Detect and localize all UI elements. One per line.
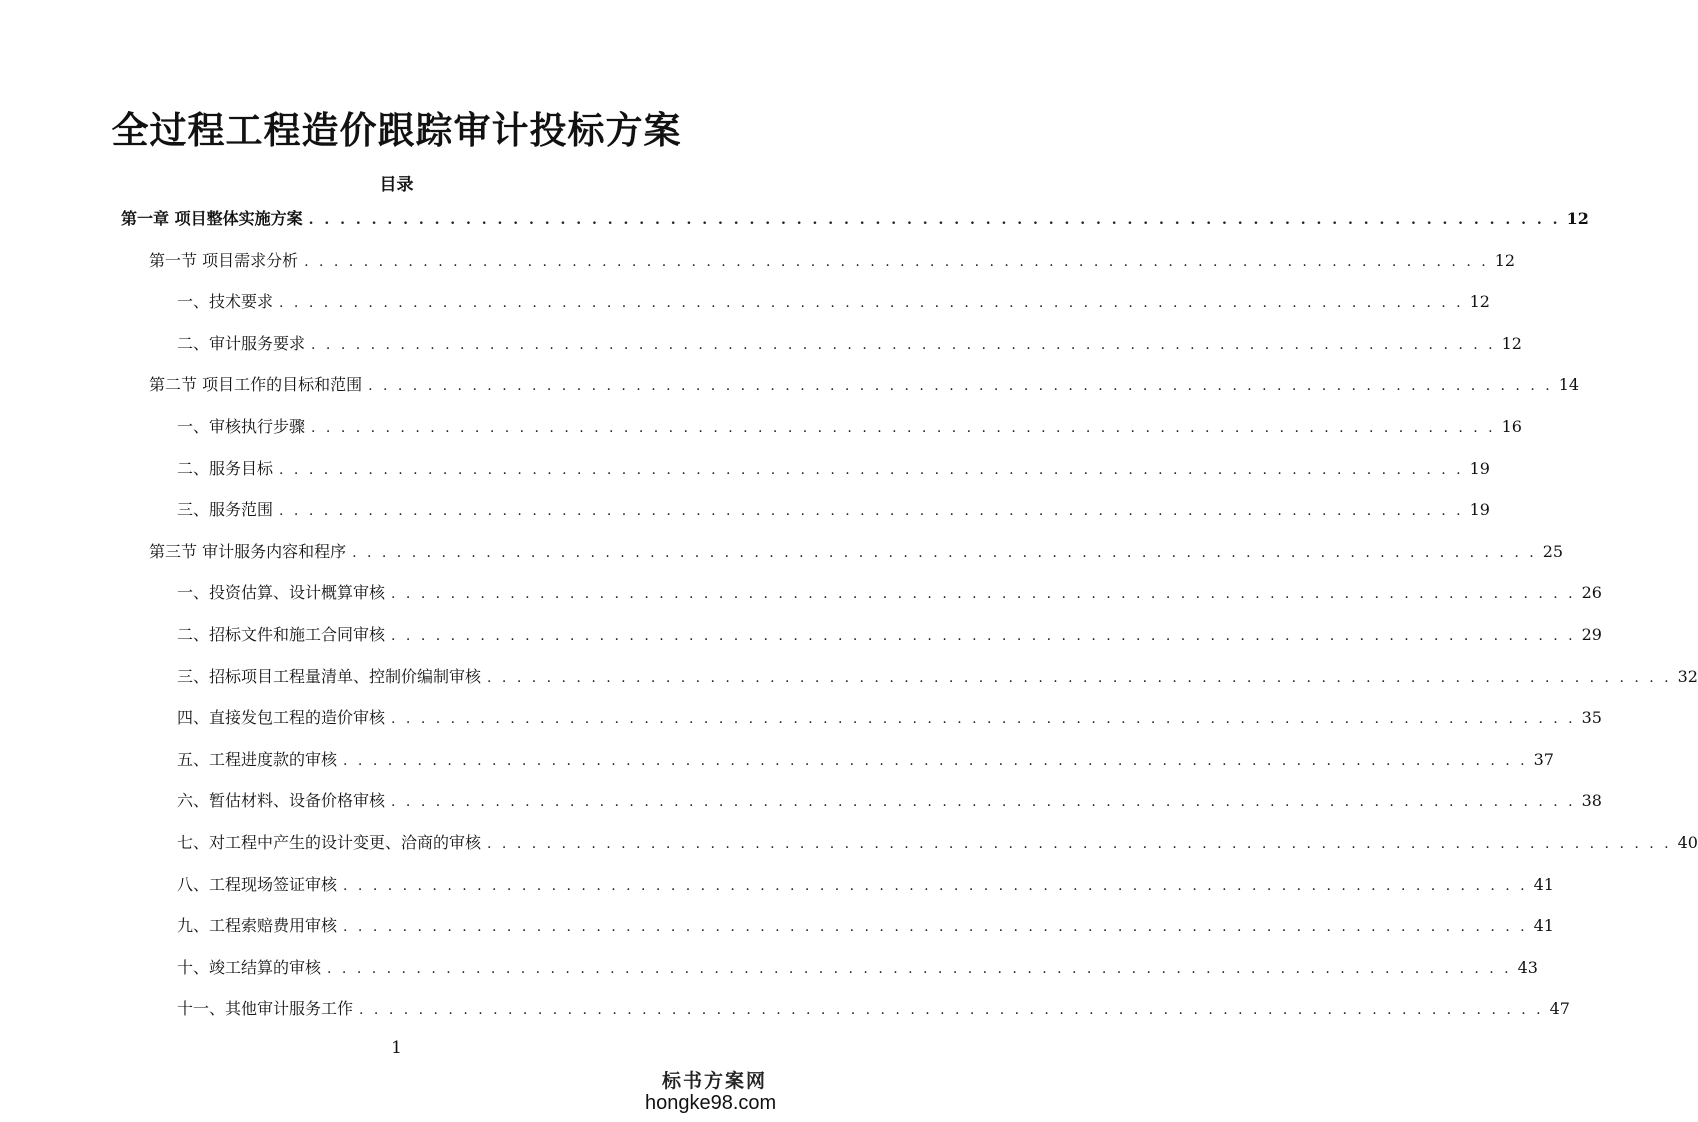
toc-leader-dots: . . . . . . . . . . . . . . . . . . . . . . . . . . . . . . . . . . . . . . . . . . . . . . . . . . . . . . . . . . . . . . . . . . . . . . . . . . . . . . . . (359, 1002, 1544, 1018)
document-title: 全过程工程造价跟踪审计投标方案 (111, 108, 682, 152)
toc-entry-page: 16 (1501, 417, 1522, 436)
toc-leader-dots: . . . . . . . . . . . . . . . . . . . . . . . . . . . . . . . . . . . . . . . . . . . . . . . . . . . . . . . . . . . . . . . . . . . . . . . . . . . . . . . . (352, 545, 1537, 561)
toc-entry-label: 五、工程进度款的审核 (177, 750, 338, 769)
toc-entry[interactable] (121, 207, 1589, 231)
toc-entry-page: 19 (1469, 500, 1490, 519)
toc-entry-label: 第三节 审计服务内容和程序 (149, 542, 347, 561)
toc-entry-label: 四、直接发包工程的造价审核 (177, 708, 386, 727)
toc-entry[interactable] (177, 997, 1570, 1021)
toc-entry-page: 47 (1549, 999, 1570, 1018)
toc-entry-label: 二、服务目标 (177, 459, 274, 478)
toc-leader-dots: . . . . . . . . . . . . . . . . . . . . . . . . . . . . . . . . . . . . . . . . . . . . . . . . . . . . . . . . . . . . . . . . . . . . . . . . . . . . . . . . (311, 420, 1496, 436)
toc-leader-dots: . . . . . . . . . . . . . . . . . . . . . . . . . . . . . . . . . . . . . . . . . . . . . . . . . . . . . . . . . . . . . . . . . . . . . . . . . . . . . . . . (279, 503, 1464, 519)
toc-entry-page: 26 (1581, 583, 1602, 602)
toc-entry[interactable] (177, 789, 1602, 813)
toc-entry-label: 第二节 项目工作的目标和范围 (149, 375, 363, 394)
toc-entry[interactable] (177, 581, 1602, 605)
toc-heading: 目录 (379, 175, 414, 195)
watermark-domain: hongke98.com (645, 1092, 777, 1114)
toc-entry-label: 十一、其他审计服务工作 (177, 999, 354, 1018)
toc-entry-label: 一、技术要求 (177, 292, 274, 311)
toc-entry[interactable] (177, 831, 1698, 855)
toc-entry-page: 25 (1542, 542, 1564, 561)
toc-entry-page: 35 (1581, 708, 1602, 727)
toc-entry-label: 十、竣工结算的审核 (177, 958, 322, 977)
toc-entry-label: 一、审核执行步骤 (177, 417, 306, 436)
toc-leader-dots: . . . . . . . . . . . . . . . . . . . . . . . . . . . . . . . . . . . . . . . . . . . . . . . . . . . . . . . . . . . . . . . . . . . . . . . . . . . . . . . . (343, 878, 1528, 894)
toc-leader-dots: . . . . . . . . . . . . . . . . . . . . . . . . . . . . . . . . . . . . . . . . . . . . . . . . . . . . . . . . . . . . . . . . . . . . . . . . . . . . . . . . (391, 628, 1576, 644)
toc-leader-dots: . . . . . . . . . . . . . . . . . . . . . . . . . . . . . . . . . . . . . . . . . . . . . . . . . . . . . . . . . . . . . . . . . . . . . . . . . . . . . . . . (327, 961, 1512, 977)
toc-entry-label: 三、服务范围 (177, 500, 274, 519)
toc-entry-page: 40 (1677, 833, 1698, 852)
toc-entry[interactable] (177, 498, 1490, 522)
toc-leader-dots: . . . . . . . . . . . . . . . . . . . . . . . . . . . . . . . . . . . . . . . . . . . . . . . . . . . . . . . . . . . . . . . . . . . . . . . . . . . . . . . . (311, 337, 1496, 353)
toc-entry-label: 二、招标文件和施工合同审核 (177, 625, 386, 644)
toc-entry-label: 六、暂估材料、设备价格审核 (177, 791, 386, 810)
toc-leader-dots: . . . . . . . . . . . . . . . . . . . . . . . . . . . . . . . . . . . . . . . . . . . . . . . . . . . . . . . . . . . . . . . . . . . . . . . . . . . . . . . . (279, 462, 1464, 478)
toc-entry-label: 一、投资估算、设计概算审核 (177, 583, 386, 602)
toc-entry-label: 九、工程索赔费用审核 (177, 916, 338, 935)
toc-entry-page: 38 (1581, 791, 1602, 810)
toc-entry[interactable] (177, 873, 1554, 897)
toc-entry[interactable] (177, 457, 1490, 481)
toc-entry[interactable] (177, 415, 1522, 439)
toc-entry[interactable] (149, 373, 1580, 397)
toc-leader-dots: . . . . . . . . . . . . . . . . . . . . . . . . . . . . . . . . . . . . . . . . . . . . . . . . . . . . . . . . . . . . . . . . . . . . . . . . . . . . . . . . (304, 254, 1489, 270)
toc-entry[interactable] (177, 665, 1698, 689)
toc-leader-dots: . . . . . . . . . . . . . . . . . . . . . . . . . . . . . . . . . . . . . . . . . . . . . . . . . . . . . . . . . . . . . . . . . . . . . . . . . . . . . . . . (343, 919, 1528, 935)
toc-entry-page: 12 (1501, 334, 1522, 353)
toc-entry-label: 第一章 项目整体实施方案 (121, 209, 303, 228)
toc-entry[interactable] (177, 914, 1554, 938)
watermark-name: 标书方案网 (662, 1070, 768, 1092)
toc-entry-page: 12 (1494, 251, 1516, 270)
toc-entry-label: 三、招标项目工程量清单、控制价编制审核 (177, 667, 482, 686)
toc-entry-page: 32 (1677, 667, 1698, 686)
toc-leader-dots: . . . . . . . . . . . . . . . . . . . . . . . . . . . . . . . . . . . . . . . . . . . . . . . . . . . . . . . . . . . . . . . . . . . . . . . . . . . . . . . . (368, 378, 1553, 394)
toc-entry[interactable] (177, 290, 1490, 314)
toc-leader-dots: . . . . . . . . . . . . . . . . . . . . . . . . . . . . . . . . . . . . . . . . . . . . . . . . . . . . . . . . . . . . . . . . . . . . . . . . . . . . . . . . (279, 295, 1464, 311)
toc-leader-dots: . . . . . . . . . . . . . . . . . . . . . . . . . . . . . . . . . . . . . . . . . . . . . . . . . . . . . . . . . . . . . . . . . . . . . . . . . . . . . . . . (487, 670, 1672, 686)
page-number: 1 (391, 1038, 402, 1058)
toc-entry-page: 41 (1533, 875, 1554, 894)
toc-leader-dots: . . . . . . . . . . . . . . . . . . . . . . . . . . . . . . . . . . . . . . . . . . . . . . . . . . . . . . . . . . . . . . . . . . . . . . . . . . . . . . . . (308, 212, 1561, 228)
toc-entry[interactable] (149, 249, 1516, 273)
toc-entry[interactable] (149, 540, 1564, 564)
toc-entry-page: 43 (1517, 958, 1538, 977)
toc-entry-page: 12 (1469, 292, 1490, 311)
toc-entry-page: 19 (1469, 459, 1490, 478)
toc-entry-page: 41 (1533, 916, 1554, 935)
toc-entry[interactable] (177, 623, 1602, 647)
toc-entry[interactable] (177, 706, 1602, 730)
toc-entry-label: 二、审计服务要求 (177, 334, 306, 353)
toc-leader-dots: . . . . . . . . . . . . . . . . . . . . . . . . . . . . . . . . . . . . . . . . . . . . . . . . . . . . . . . . . . . . . . . . . . . . . . . . . . . . . . . . (391, 794, 1576, 810)
toc-leader-dots: . . . . . . . . . . . . . . . . . . . . . . . . . . . . . . . . . . . . . . . . . . . . . . . . . . . . . . . . . . . . . . . . . . . . . . . . . . . . . . . . (343, 753, 1528, 769)
toc-entry-label: 八、工程现场签证审核 (177, 875, 338, 894)
toc-entry[interactable] (177, 748, 1554, 772)
toc-leader-dots: . . . . . . . . . . . . . . . . . . . . . . . . . . . . . . . . . . . . . . . . . . . . . . . . . . . . . . . . . . . . . . . . . . . . . . . . . . . . . . . . (391, 711, 1576, 727)
toc-entry-page: 29 (1581, 625, 1602, 644)
toc-entry-page: 37 (1533, 750, 1554, 769)
toc-leader-dots: . . . . . . . . . . . . . . . . . . . . . . . . . . . . . . . . . . . . . . . . . . . . . . . . . . . . . . . . . . . . . . . . . . . . . . . . . . . . . . . . (487, 836, 1672, 852)
toc-entry-label: 七、对工程中产生的设计变更、洽商的审核 (177, 833, 482, 852)
toc-entry[interactable] (177, 332, 1522, 356)
toc-entry[interactable] (177, 956, 1538, 980)
toc-entry-page: 12 (1566, 209, 1589, 228)
toc-entry-label: 第一节 项目需求分析 (149, 251, 299, 270)
toc-leader-dots: . . . . . . . . . . . . . . . . . . . . . . . . . . . . . . . . . . . . . . . . . . . . . . . . . . . . . . . . . . . . . . . . . . . . . . . . . . . . . . . . (391, 586, 1576, 602)
toc-entry-page: 14 (1558, 375, 1580, 394)
